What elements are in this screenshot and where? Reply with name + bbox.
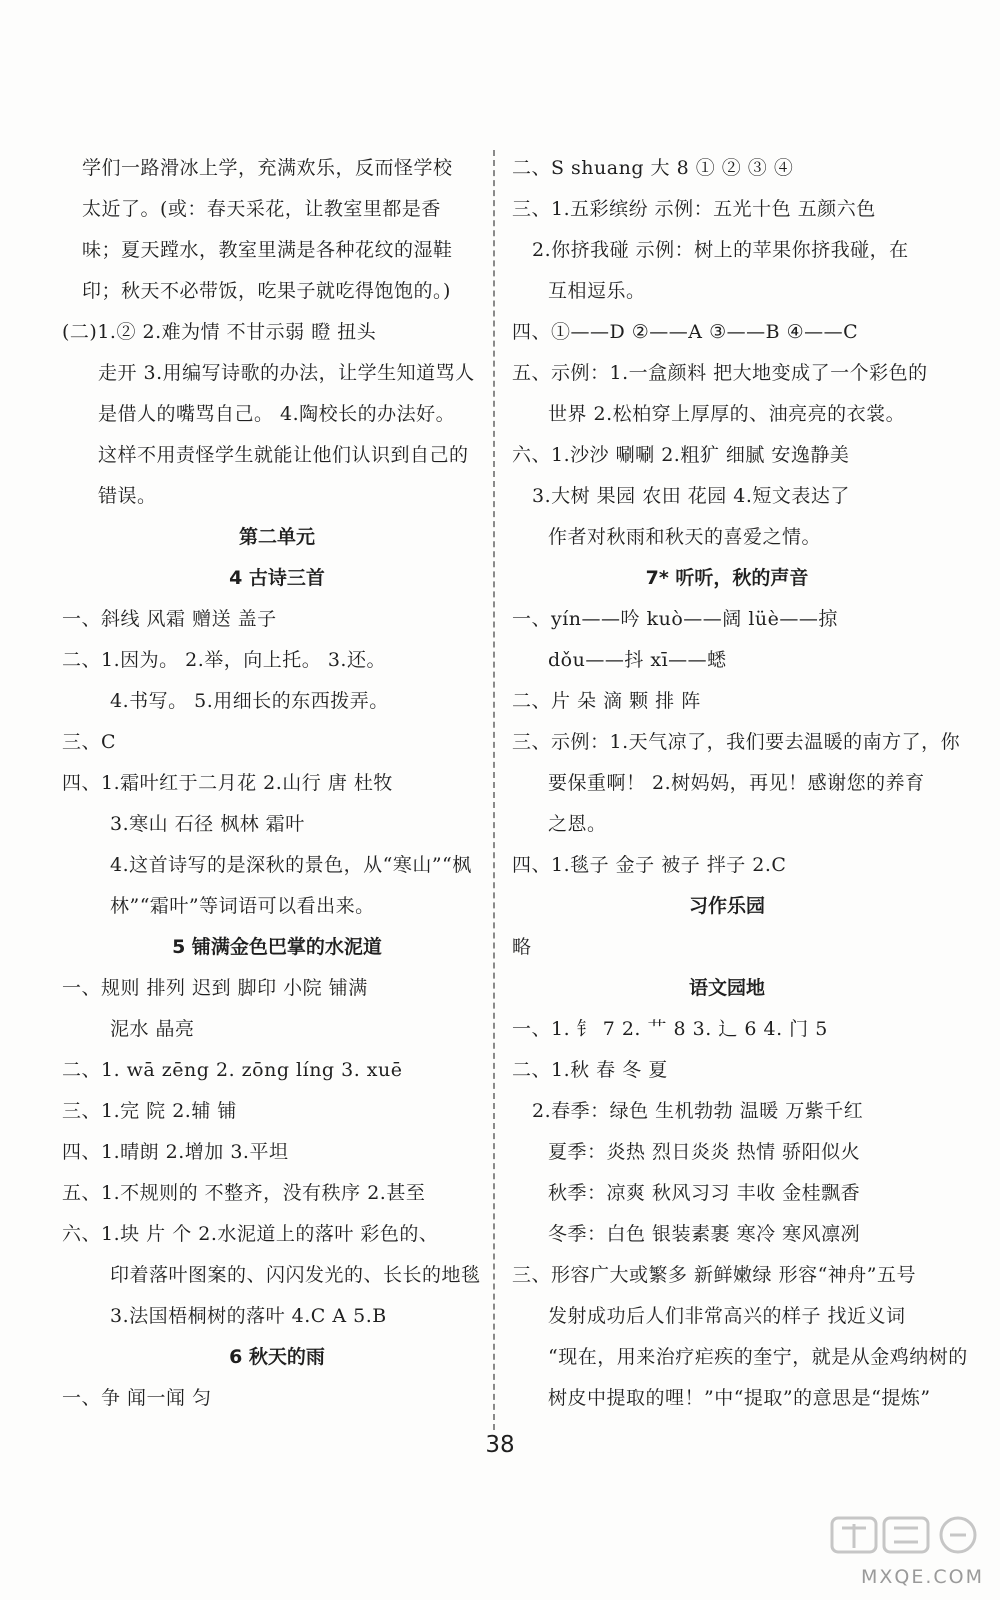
right-column [512, 148, 968, 1419]
section-heading: 习作乐园 [688, 895, 765, 917]
answer-line: 印；秋天不必带饭，吃果子就吃得饱饱的。) [82, 280, 451, 302]
page-number: 38 [485, 1432, 515, 1458]
answer-line: 泥水 晶亮 [110, 1018, 195, 1040]
answer-line: “现在，用来治疗疟疾的奎宁，就是从金鸡纳树的 [548, 1346, 968, 1368]
answer-line: (二)1.② 2.难为情 不甘示弱 瞪 扭头 [62, 321, 377, 343]
answer-line: 要保重啊！ 2.树妈妈，再见！感谢您的养育 [548, 772, 925, 794]
answer-line: 五、示例：1.一盒颜料 把大地变成了一个彩色的 [512, 362, 928, 384]
answer-line: dǒu——抖 xī——蟋 [548, 649, 727, 671]
answer-line: 4.这首诗写的是深秋的景色，从“寒山”“枫 [110, 854, 472, 876]
answer-line: 一、yín——吟 kuò——阔 lüè——掠 [512, 608, 838, 630]
answer-line: 一、争 闻一闻 匀 [62, 1387, 212, 1409]
answer-line: 一、规则 排列 迟到 脚印 小院 铺满 [62, 977, 368, 999]
section-heading: 第二单元 [238, 526, 315, 548]
answer-line: 一、1. 钅 7 2. 艹 8 3. 辶 6 4. 门 5 [512, 1018, 828, 1040]
answer-line: 冬季：白色 银装素裹 寒冷 寒风凛冽 [548, 1223, 861, 1245]
answer-line: 四、1.霜叶红于二月花 2.山行 唐 杜牧 [62, 772, 393, 794]
answer-line: 2.春季：绿色 生机勃勃 温暖 万紫千红 [532, 1100, 864, 1122]
answer-line: 互相逗乐。 [548, 280, 646, 302]
answer-line: 一、斜线 风霜 赠送 盖子 [62, 608, 277, 630]
answer-line: 这样不用责怪学生就能让他们认识到自己的 [98, 444, 469, 466]
answer-line: 作者对秋雨和秋天的喜爱之情。 [548, 526, 822, 548]
answer-line: 二、1.秋 春 冬 夏 [512, 1059, 668, 1081]
answer-line: 三、形容广大或繁多 新鲜嫩绿 形容“神舟”五号 [512, 1264, 917, 1286]
answer-line: 3.寒山 石径 枫林 霜叶 [110, 813, 305, 835]
section-heading: 6 秋天的雨 [229, 1346, 325, 1368]
answer-line: 味；夏天蹚水，教室里满是各种花纹的湿鞋 [82, 239, 453, 261]
section-heading: 语文园地 [688, 977, 765, 999]
answer-line: 3.大树 果园 农田 花园 4.短文表达了 [532, 485, 850, 507]
answer-line: 三、1.完 院 2.辅 铺 [62, 1100, 237, 1122]
answer-line: 二、S shuang 大 8 ① ② ③ ④ [512, 157, 794, 179]
answer-line: 是借人的嘴骂自己。 4.陶校长的办法好。 [98, 403, 456, 425]
answer-line: 树皮中提取的哩！”中“提取”的意思是“提炼” [548, 1387, 931, 1409]
answer-line: 3.法国梧桐树的落叶 4.C A 5.B [110, 1305, 387, 1327]
answer-line: 秋季：凉爽 秋风习习 丰收 金桂飘香 [548, 1182, 861, 1204]
answer-line: 二、片 朵 滴 颗 排 阵 [512, 690, 701, 712]
answer-line: 之恩。 [548, 813, 607, 835]
column-divider [493, 150, 495, 1430]
answer-line: 三、示例：1.天气凉了，我们要去温暖的南方了，你 [512, 731, 961, 753]
answer-line: 林”“霜叶”等词语可以看出来。 [110, 895, 375, 917]
answer-line: 太近了。(或：春天采花，让教室里都是香 [82, 198, 441, 220]
answer-line: 印着落叶图案的、闪闪发光的、长长的地毯 [110, 1264, 481, 1286]
answer-line: 六、1.块 片 个 2.水泥道上的落叶 彩色的、 [62, 1223, 439, 1245]
section-heading: 4 古诗三首 [229, 567, 325, 589]
answer-line: 世界 2.松柏穿上厚厚的、油亮亮的衣裳。 [548, 403, 906, 425]
answer-line: 六、1.沙沙 唰唰 2.粗犷 细腻 安逸静美 [512, 444, 850, 466]
answer-line: 四、1.晴朗 2.增加 3.平坦 [62, 1141, 289, 1163]
answer-line: 二、1.因为。 2.举，向上托。 3.还。 [62, 649, 386, 671]
answer-line: 三、1.五彩缤纷 示例：五光十色 五颜六色 [512, 198, 876, 220]
section-heading: 7* 听听，秋的声音 [645, 567, 809, 589]
answer-line: 二、1. wā zēng 2. zōng líng 3. xuē [62, 1059, 403, 1081]
watermark-text: MXQE.COM [860, 1566, 984, 1588]
answer-line: 发射成功后人们非常高兴的样子 找近义词 [548, 1305, 906, 1327]
answer-line: 三、C [62, 731, 117, 753]
answer-line: 2.你挤我碰 示例：树上的苹果你挤我碰，在 [532, 239, 909, 261]
answer-line: 夏季：炎热 烈日炎炎 热情 骄阳似火 [548, 1141, 861, 1163]
left-column [62, 148, 492, 1419]
answer-line: 五、1.不规则的 不整齐，没有秩序 2.甚至 [62, 1182, 426, 1204]
section-heading: 5 铺满金色巴掌的水泥道 [172, 936, 382, 958]
answer-line: 略 [512, 936, 532, 958]
answer-line: 四、1.毯子 金子 被子 拌子 2.C [512, 854, 787, 876]
answer-line: 错误。 [98, 485, 157, 507]
answer-line: 走开 3.用编写诗歌的办法，让学生知道骂人 [98, 362, 475, 384]
answer-line: 4.书写。 5.用细长的东西拨弄。 [110, 690, 389, 712]
answer-line: 四、①——D ②——A ③——B ④——C [512, 321, 859, 343]
answer-line: 学们一路滑冰上学，充满欢乐，反而怪学校 [82, 157, 453, 179]
